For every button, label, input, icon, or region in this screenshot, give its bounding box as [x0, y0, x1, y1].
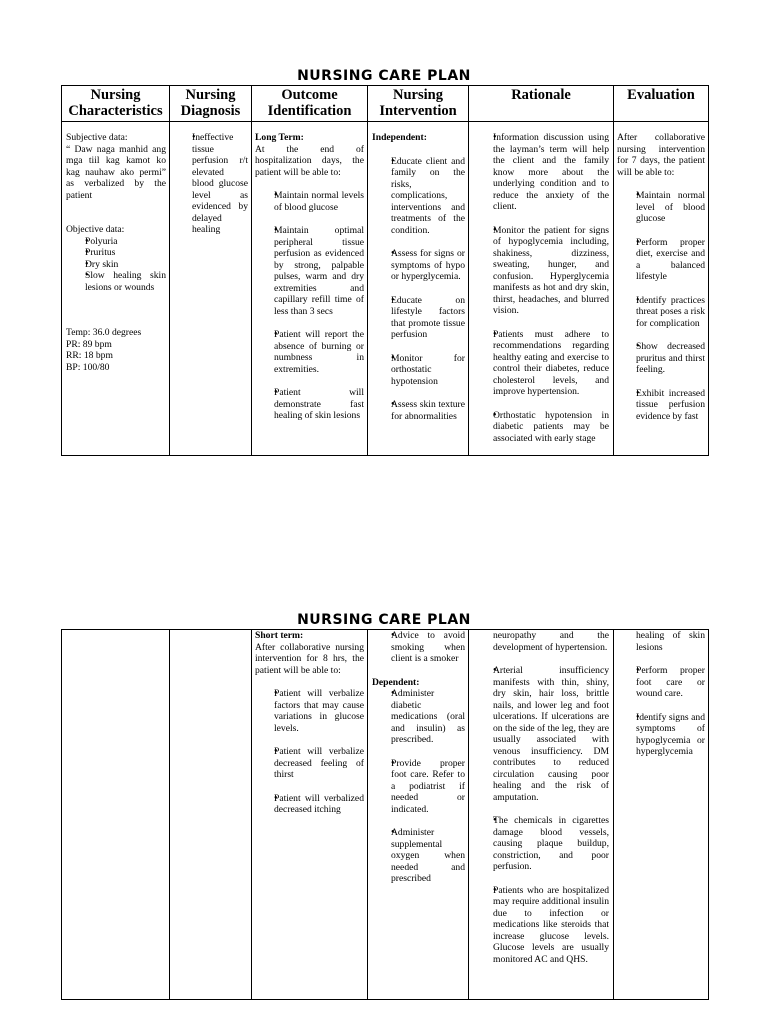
outcome-cell [252, 630, 368, 1000]
evaluation-item: • Perform proper foot care or wound care. [617, 665, 705, 700]
intervention-cell [368, 630, 469, 1000]
rationale-cell [469, 122, 614, 456]
outcome-item: • Patient will verbalize decreased feeling of thirst [255, 746, 364, 781]
vital-pr: PR: 89 bpm [66, 338, 112, 350]
outcome-item: • Maintain normal levels of blood glucose [255, 190, 364, 213]
diagnosis-cell [170, 122, 252, 456]
header-nursing-characteristics: Nursing Characteristics [62, 86, 170, 122]
dependent-heading: Dependent: [372, 676, 420, 688]
characteristics-cell [62, 122, 170, 456]
page2-title: NURSING CARE PLAN [297, 612, 471, 628]
rationale-item: • Monitor the patient for signs of hypoglycemia including, shakiness, dizziness, sweating, hunger, and confusion. Hyperglycemia manifests as hot and dry skin, thirst, headaches, and blurred vision. [473, 225, 609, 317]
subjective-text: “ Daw naga manhid ang mga tiil kag kamot ko kag nauhaw ako permi” as verbalized by the patient [66, 143, 166, 201]
intervention-cell [368, 122, 469, 456]
evaluation-cell [614, 630, 709, 1000]
intervention-item: • Educate on lifestyle factors that promote tissue perfusion [372, 295, 465, 341]
evaluation-intro: After collaborative nursing intervention for 7 days, the patient will be able to: [617, 132, 705, 178]
rationale-continuation: neuropathy and the development of hypertension. [493, 630, 609, 653]
characteristics-cell-empty [62, 630, 170, 1000]
evaluation-item: • Identify practices threat poses a risk for complication [617, 295, 705, 330]
header-nursing-intervention: Nursing Intervention [368, 86, 469, 122]
rationale-item: • Orthostatic hypotension in diabetic patients may be associated with early stage [473, 410, 609, 445]
objective-item: • Polyuria [66, 236, 166, 248]
evaluation-continuation: healing of skin lesions [636, 630, 705, 653]
evaluation-item: • Identify signs and symptoms of hypoglycemia or hyperglycemia [617, 712, 705, 758]
intervention-item: • Administer supplemental oxygen when needed and prescribed [372, 827, 465, 885]
evaluation-item: • Perform proper diet, exercise and a balanced lifestyle [617, 237, 705, 283]
long-term-heading: Long Term: [255, 132, 304, 143]
vital-temp: Temp: 36.0 degrees [66, 327, 142, 338]
short-term-heading: Short term: [255, 630, 304, 641]
rationale-item: • The chemicals in cigarettes damage blood vessels, causing plaque buildup, constriction, and poor perfusion. [473, 815, 609, 873]
independent-heading: Independent: [372, 132, 427, 143]
header-nursing-diagnosis: Nursing Diagnosis [170, 86, 252, 122]
outcome-item: • Patient will verbalized decreased itching [255, 793, 364, 816]
objective-label: Objective data: [66, 224, 125, 235]
objective-item: • Dry skin [66, 259, 166, 271]
intervention-item: • Educate client and family on the risks, complications, interventions and treatments of the condition. [372, 156, 465, 237]
outcome-item: • Patient will verbalize factors that may cause variations in glucose levels. [255, 688, 364, 734]
outcome-item: • Maintain optimal peripheral tissue perfusion as evidenced by strong, palpable pulses, warm and dry extremities and capillary refill time of less than 3 secs [255, 225, 364, 317]
page1-title: NURSING CARE PLAN [297, 68, 471, 84]
rationale-cell [469, 630, 614, 1000]
evaluation-item: • Maintain normal level of blood glucose [617, 190, 705, 225]
vital-bp: BP: 100/80 [66, 361, 110, 373]
care-plan-table-1 [61, 85, 709, 456]
objective-item: • Pruritus [66, 247, 166, 259]
header-outcome-identification: Outcome Identification [252, 86, 368, 122]
rationale-item: • Information discussion using the layman’s term will help the client and the family know more about the underlying condition and to reduce the anxiety of the client. [473, 132, 609, 213]
rationale-item: • Arterial insufficiency manifests with thin, shiny, dry skin, hair loss, brittle nails, and lower leg and foot ulcerations. If ulcerations are on the side of the leg, they are usually associated with venous insufficiency. DM contributes to reduced circulation causing poor healing and the risk of amputation. [473, 665, 609, 803]
evaluation-cell [614, 122, 709, 456]
outcome-cell [252, 122, 368, 456]
vital-rr: RR: 18 bpm [66, 350, 113, 361]
intervention-item: • Advice to avoid smoking when client is a smoker [372, 630, 465, 665]
evaluation-item: • Exhibit increased tissue perfusion evidence by fast [617, 388, 705, 423]
objective-item: • Slow healing skin lesions or wounds [66, 270, 166, 293]
short-term-intro: After collaborative nursing intervention for 8 hrs, the patient will be able to: [255, 641, 364, 676]
intervention-item: • Administer diabetic medications (oral and insulin) as prescribed. [372, 688, 465, 746]
header-rationale: Rationale [469, 86, 614, 122]
outcome-item: • Patient will demonstrate fast healing of skin lesions [255, 387, 364, 422]
intervention-item: • Monitor for orthostatic hypotension [372, 353, 465, 388]
intervention-item: • Assess for signs or symptoms of hypo or hyperglycemia. [372, 248, 465, 283]
diagnosis-text: • Ineffective tissue perfusion r/t elevated blood glucose level as evidenced by delayed healing [173, 132, 248, 236]
intervention-item: • Assess skin texture for abnormalities [372, 399, 465, 422]
care-plan-table-2 [61, 629, 709, 1000]
diagnosis-cell-empty [170, 630, 252, 1000]
intervention-item: • Provide proper foot care. Refer to a podiatrist if needed or indicated. [372, 758, 465, 816]
subjective-label: Subjective data: [66, 132, 128, 143]
rationale-item: • Patients must adhere to recommendations regarding healthy eating and exercise to control their diabetes, reduce cholesterol levels, and improve hypertension. [473, 329, 609, 398]
header-evaluation: Evaluation [614, 86, 709, 122]
evaluation-item: • Show decreased pruritus and thirst feeling. [617, 341, 705, 376]
outcome-item: • Patient will report the absence of burning or numbness in extremities. [255, 329, 364, 375]
long-term-intro: At the end of hospitalization days, the patient will be able to: [255, 143, 364, 178]
rationale-item: • Patients who are hospitalized may require additional insulin due to infection or medications like steroids that increase glucose levels. Glucose levels are usually monitored AC and QHS. [473, 885, 609, 966]
